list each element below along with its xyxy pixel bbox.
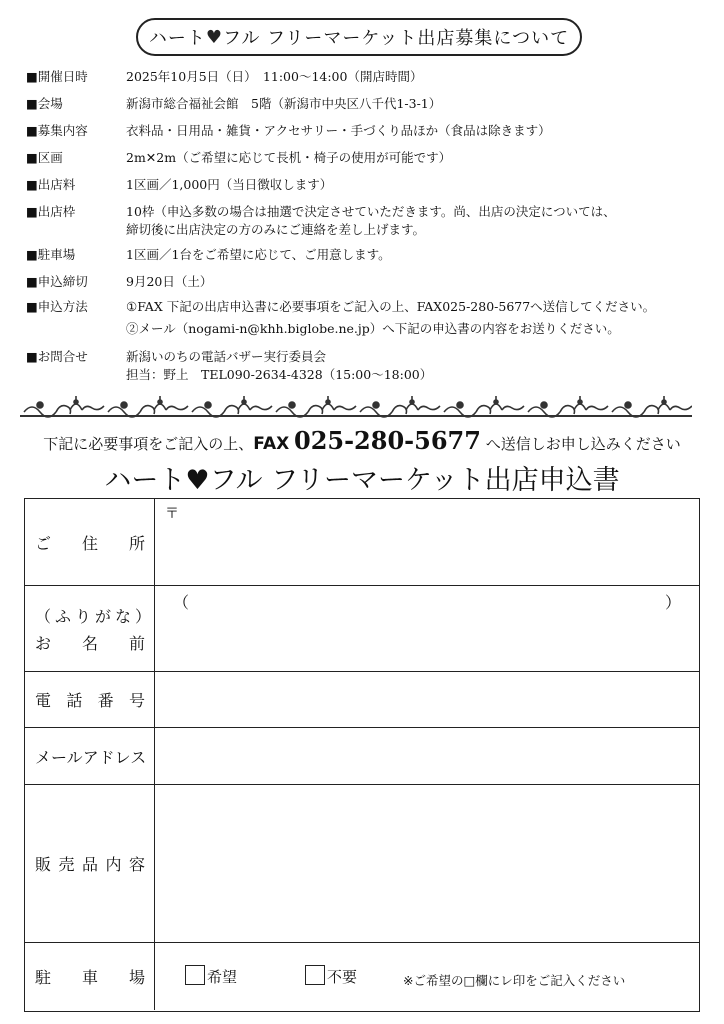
paren-close: ） — [664, 593, 681, 612]
label-char: 所 — [128, 533, 145, 553]
label-char: 品 — [81, 855, 98, 874]
info-value: 1区画／1,000円（当日徴収します） — [126, 177, 333, 192]
notice-title-post: フル フリーマーケット出店募集について — [223, 28, 570, 49]
parking-options — [155, 943, 699, 1010]
info-row-contact — [26, 348, 701, 384]
label-char: 容 — [128, 855, 145, 874]
info-value: 2025年10月5日（日） 11:00～14:00（開店時間） — [126, 69, 423, 84]
info-label: ■駐車場 — [26, 247, 76, 262]
furigana-label: （ふりがな） — [35, 606, 156, 626]
parking-no-label: 不要 — [327, 968, 358, 986]
phone-field[interactable] — [155, 672, 699, 727]
info-row-parking — [26, 246, 701, 264]
items-row — [25, 785, 699, 943]
notice-title-pre: ハート — [148, 28, 206, 49]
ornamental-divider — [20, 392, 692, 420]
info-row-items — [26, 122, 701, 140]
info-row-space — [26, 149, 701, 167]
label-char: 内 — [105, 855, 122, 874]
label-char: 名 — [81, 633, 98, 653]
address-field[interactable] — [155, 499, 699, 585]
label-char: 話 — [66, 691, 83, 710]
label-char: 号 — [128, 691, 145, 710]
info-value: 新潟市総合福祉会館 5階（新潟市中央区八千代1-3-1） — [126, 96, 442, 111]
parking-yes-label: 希望 — [207, 968, 238, 986]
label-char: 番 — [97, 691, 114, 710]
label-char: 場 — [128, 968, 145, 987]
form-title — [0, 458, 724, 497]
info-label: ■申込締切 — [26, 274, 88, 289]
heart-icon: ♥ — [205, 26, 224, 48]
phone-label — [25, 672, 155, 727]
label-char: 車 — [81, 968, 98, 987]
name-label — [25, 586, 155, 671]
parking-note: ※ご希望の□欄にレ印をご記入ください — [403, 973, 626, 988]
fax-instruction-post: へ送信しお申し込みください — [485, 435, 681, 453]
info-value: 2m✕2m（ご希望に応じて長机・椅子の使用が可能です） — [126, 150, 452, 165]
email-label-text: メールアドレス — [35, 747, 147, 767]
info-row-date — [26, 68, 701, 86]
info-value: 衣料品・日用品・雑貨・アクセサリー・手づくり品ほか（食品は除きます） — [126, 123, 551, 138]
email-field[interactable] — [155, 728, 699, 784]
info-row-deadline — [26, 273, 701, 291]
info-label: ■区画 — [26, 150, 63, 165]
postal-mark: 〒 — [165, 506, 179, 522]
info-label: ■会場 — [26, 96, 63, 111]
application-form — [24, 498, 700, 1012]
info-value: 締切後に出店決定の方のみにご連絡を差し上げます。 — [126, 222, 426, 237]
info-value: ①FAX 下記の出店申込書に必要事項をご記入の上、FAX025-280-5677へ送信してください。 — [126, 299, 656, 314]
info-row-venue — [26, 95, 701, 113]
info-value: 9月20日（土） — [126, 274, 213, 289]
label-char: 前 — [128, 633, 145, 653]
items-label — [25, 785, 155, 942]
info-row-slots — [26, 203, 701, 239]
parking-yes-checkbox[interactable] — [185, 965, 205, 985]
info-value: 10枠（申込多数の場合は抽選で決定させていただきます。尚、出店の決定については、 — [126, 204, 616, 219]
parking-yes-option[interactable] — [185, 965, 237, 987]
info-label: ■出店枠 — [26, 204, 76, 219]
parking-no-checkbox[interactable] — [305, 965, 325, 985]
info-label: ■申込方法 — [26, 299, 88, 314]
label-char: 販 — [35, 855, 52, 874]
info-value: 担当：野上 TEL090-2634-4328（15:00～18:00） — [126, 367, 433, 382]
address-row — [25, 499, 699, 586]
form-title-post: フル フリーマーケット出店申込書 — [209, 465, 620, 496]
form-title-pre: ハート — [104, 465, 186, 496]
parking-no-option[interactable] — [305, 965, 357, 987]
info-value: ②メール（nogami-n@khh.biglobe.ne.jp）へ下記の申込書の内容をお送りください。 — [126, 321, 620, 336]
info-row-method — [26, 298, 701, 338]
info-value: 1区画／1台をご希望に応じて、ご用意します。 — [126, 247, 391, 262]
label-char: 電 — [35, 691, 52, 710]
fax-instruction — [0, 426, 724, 455]
fax-instruction-pre: 下記に必要事項をご記入の上、 — [43, 435, 254, 453]
fax-number: 025-280-5677 — [294, 426, 481, 455]
email-row — [25, 728, 699, 785]
address-label — [25, 499, 155, 585]
notice-title — [136, 18, 582, 56]
info-row-fee — [26, 176, 701, 194]
phone-row — [25, 672, 699, 728]
fax-label: FAX — [253, 434, 290, 454]
info-label: ■開催日時 — [26, 69, 88, 84]
info-label: ■募集内容 — [26, 123, 88, 138]
items-field[interactable] — [155, 785, 699, 942]
info-label: ■出店料 — [26, 177, 76, 192]
name-row — [25, 586, 699, 672]
info-label: ■お問合せ — [26, 349, 88, 364]
heart-icon: ♥ — [185, 465, 210, 496]
parking-row — [25, 943, 699, 1010]
label-char: お — [35, 633, 52, 653]
label-char: ご — [35, 533, 52, 553]
parking-label — [25, 943, 155, 1010]
info-value: 新潟いのちの電話バザー実行委員会 — [126, 349, 327, 364]
paren-open: （ — [173, 593, 190, 612]
label-char: 売 — [58, 855, 75, 874]
label-char: 住 — [81, 533, 98, 553]
email-label — [25, 728, 155, 784]
label-char: 駐 — [35, 968, 52, 987]
name-field[interactable] — [155, 586, 699, 671]
